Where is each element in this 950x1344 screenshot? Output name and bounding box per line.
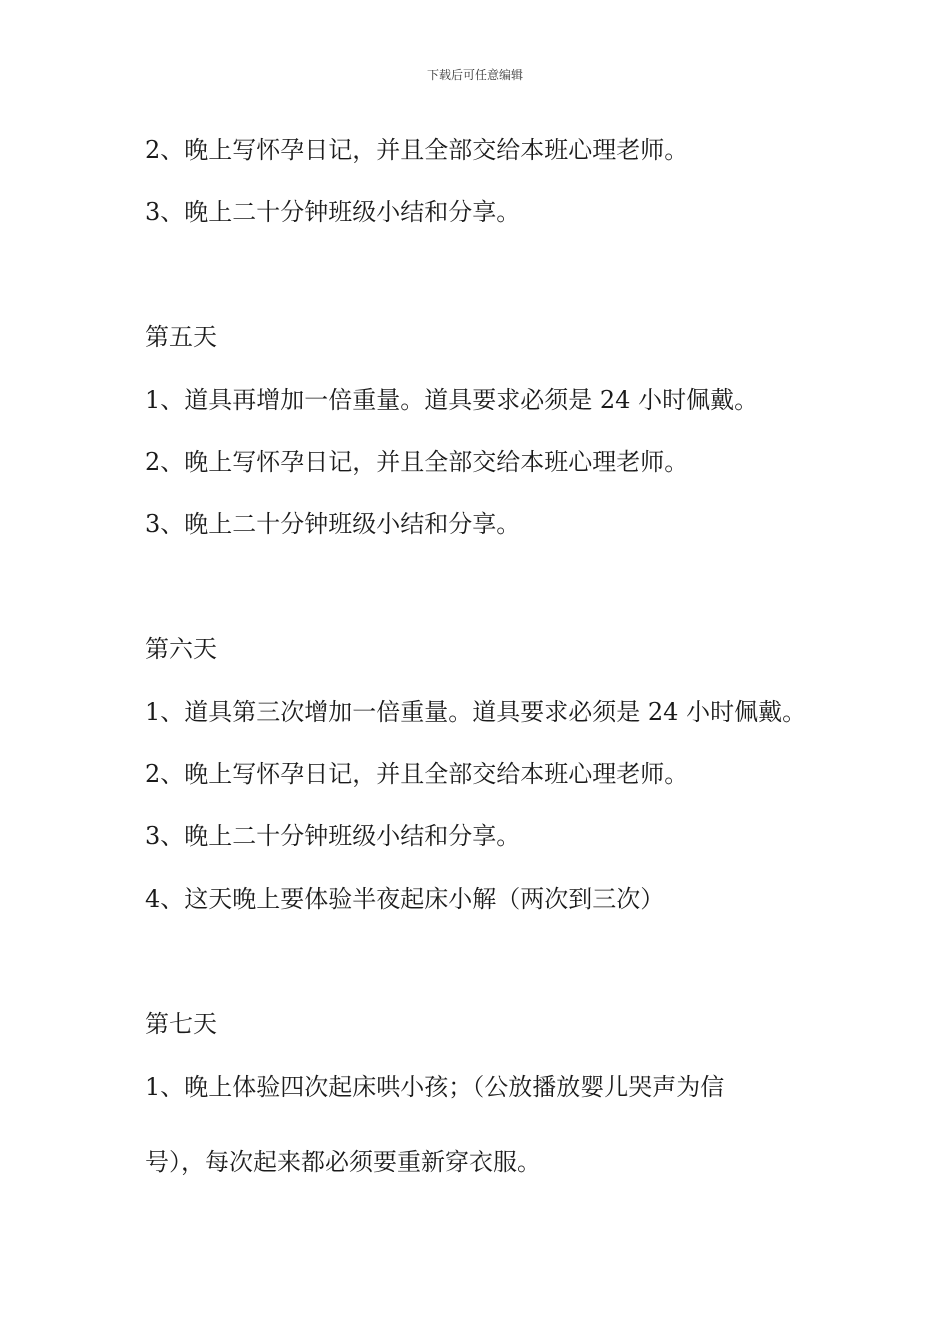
day6-item-2: 2、晚上写怀孕日记，并且全部交给本班心理老师。 [145, 760, 689, 788]
day6-item-3: 3、晚上二十分钟班级小结和分享。 [145, 822, 521, 850]
day7-item-1-line-2: 号），每次起来都必须要重新穿衣服。 [145, 1148, 541, 1176]
day6-item-1: 1、道具第三次增加一倍重量。道具要求必须是 24 小时佩戴。 [145, 698, 807, 726]
day4-item-3: 3、晚上二十分钟班级小结和分享。 [145, 198, 521, 226]
day5-item-1: 1、道具再增加一倍重量。道具要求必须是 24 小时佩戴。 [145, 386, 759, 414]
day7-title: 第七天 [145, 1010, 217, 1038]
day5-item-3: 3、晚上二十分钟班级小结和分享。 [145, 510, 521, 538]
day5-item-2: 2、晚上写怀孕日记，并且全部交给本班心理老师。 [145, 448, 689, 476]
day7-item-1-line-1: 1、晚上体验四次起床哄小孩；（公放播放婴儿哭声为信 [145, 1073, 725, 1101]
day6-item-4: 4、这天晚上要体验半夜起床小解（两次到三次） [145, 885, 665, 913]
day4-item-2: 2、晚上写怀孕日记，并且全部交给本班心理老师。 [145, 136, 689, 164]
day6-title: 第六天 [145, 635, 217, 663]
page-header: 下载后可任意编辑 [426, 68, 523, 82]
day5-title: 第五天 [145, 323, 217, 351]
